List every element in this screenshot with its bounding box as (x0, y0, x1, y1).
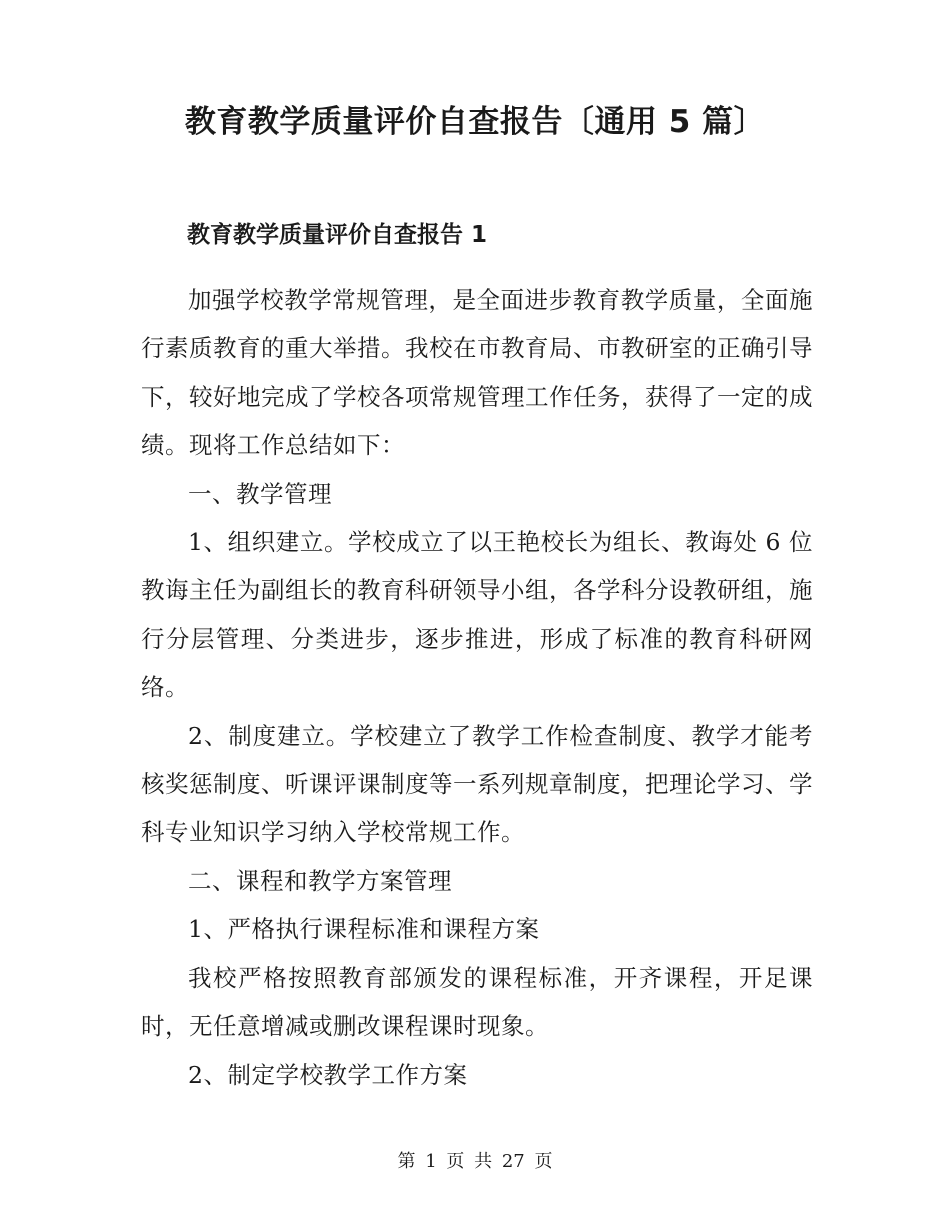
heading-teaching-management: 一、教学管理 (188, 479, 332, 508)
item-teaching-plan: 2、制定学校教学工作方案 (188, 1060, 468, 1089)
heading-curriculum-management: 二、课程和教学方案管理 (188, 866, 452, 895)
document-title: 教育教学质量评价自查报告〔通用 5 篇〕 (184, 104, 766, 140)
document-body (141, 276, 813, 1099)
paragraph-organization: 1、组织建立。学校成立了以王艳校长为组长、教诲处 6 位教诲主任为副组长的教育科研领导小组，各学科分设教研组，施行分层管理、分类进步，逐步推进，形成了标准的教育科研网络。 (141, 528, 813, 702)
page-number: 第 1 页 共 27 页 (397, 1151, 553, 1172)
paragraph-system: 2、制度建立。学校建立了教学工作检查制度、教学才能考核奖惩制度、听课评课制度等一系列规章制度，把理论学习、学科专业知识学习纳入学校常规工作。 (141, 721, 813, 847)
paragraph-intro: 加强学校教学常规管理，是全面进步教育教学质量，全面施行素质教育的重大举措。我校在市教育局、市教研室的正确引导下，较好地完成了学校各项常规管理工作任务，获得了一定的成绩。现将工作总结如下： (141, 286, 813, 460)
item-curriculum-standards: 1、严格执行课程标准和课程方案 (188, 915, 540, 944)
section-heading: 教育教学质量评价自查报告 1 (187, 222, 488, 248)
paragraph-curriculum: 我校严格按照教育部颁发的课程标准，开齐课程，开足课时，无任意增减或删改课程课时现象。 (141, 963, 813, 1041)
